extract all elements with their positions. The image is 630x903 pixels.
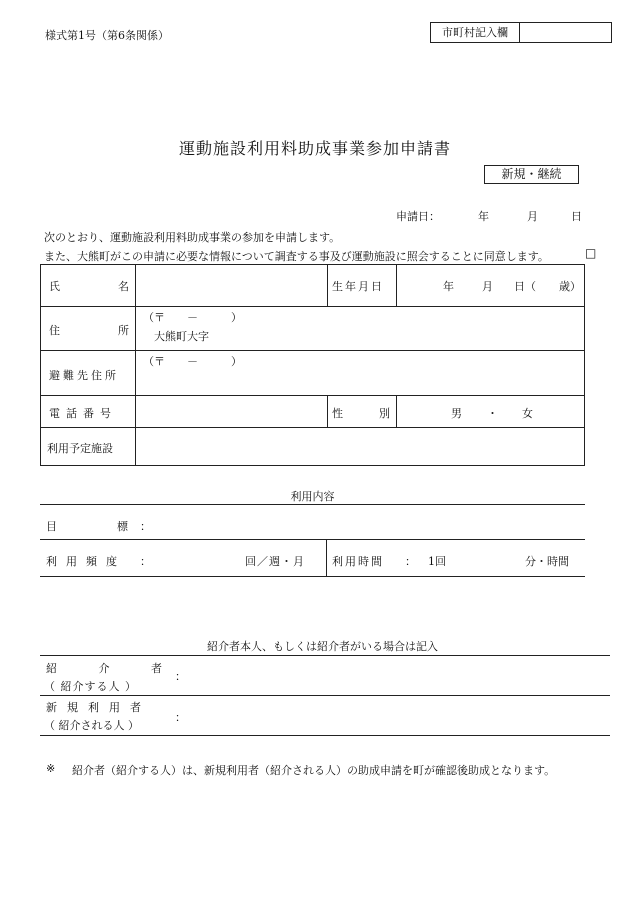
gender-label: 性 別 [332, 407, 390, 420]
gender-separator: ・ [487, 407, 498, 420]
birth-day: 日（ [514, 280, 536, 293]
new-user-label: 新規利用者 [46, 701, 151, 714]
facility-label: 利用予定施設 [47, 442, 113, 455]
usage-time-once: 1回 [428, 555, 446, 568]
birth-age: 歳） [559, 280, 581, 293]
office-use-label: 市町村記入欄 [442, 26, 508, 39]
frequency-label: 利用頻度 [46, 555, 126, 568]
evacuation-address-label: 避難先住所 [49, 369, 119, 382]
referrer-sublabel: （ 紹介する人 ） [44, 680, 137, 693]
footnote-mark: ※ [46, 762, 56, 775]
address-town[interactable]: 大熊町大字 [154, 330, 209, 343]
application-date-month: 月 [527, 210, 538, 223]
facility-field[interactable] [137, 429, 582, 463]
referrer-colon: ： [175, 670, 186, 683]
address-label: 住 所 [49, 324, 129, 337]
birth-month: 月 [482, 280, 493, 293]
footnote-text: 紹介者（紹介する人）は、新規利用者（紹介される人）の助成申請を町が確認後助成となります。 [72, 764, 556, 777]
usage-time-colon: ： [405, 555, 416, 568]
address-postal[interactable]: （〒 － ） [143, 311, 242, 324]
frequency-unit: 回／週・月 [245, 555, 305, 568]
office-use-box [430, 22, 612, 43]
gender-male[interactable]: 男 [451, 407, 462, 420]
application-date-year: 年 [478, 210, 489, 223]
phone-field[interactable] [137, 397, 325, 425]
goal-colon: ： [140, 520, 151, 533]
frequency-colon: ： [140, 555, 151, 568]
referrer-field[interactable] [190, 660, 605, 692]
usage-time-unit: 分・時間 [525, 555, 569, 568]
name-label: 氏 名 [49, 280, 129, 293]
name-field[interactable] [137, 267, 325, 304]
usage-section-title: 利用内容 [290, 490, 335, 503]
gender-female[interactable]: 女 [522, 407, 533, 420]
applicant-table [40, 264, 585, 466]
office-use-field[interactable] [520, 23, 611, 42]
birth-date-label: 生年月日 [332, 280, 384, 293]
application-date-label: 申請日： [396, 210, 440, 223]
application-date-day: 日 [571, 210, 582, 223]
phone-label: 電話番号 [49, 407, 117, 420]
referral-section-title: 紹介者本人、もしくは紹介者がいる場合は記入 [207, 640, 438, 653]
goal-label: 目 標 [46, 520, 128, 533]
evacuation-postal[interactable]: （〒 － ） [143, 355, 242, 368]
referrer-label: 紹 介 者 [46, 662, 162, 675]
new-user-sublabel: （ 紹介される人 ） [44, 719, 139, 732]
new-user-field[interactable] [190, 699, 605, 731]
new-user-colon: ： [175, 711, 186, 724]
intro-line-2: また、大熊町がこの申請に必要な情報について調査する事及び運動施設に照会することに同意します。 [44, 250, 549, 263]
usage-time-label: 利用時間 [332, 555, 384, 568]
page-title: 運動施設利用料助成事業参加申請書 [178, 139, 451, 158]
form-number: 様式第1号（第6条関係） [45, 29, 169, 42]
consent-checkbox[interactable]: □ [585, 246, 597, 260]
status-badge[interactable]: 新規・継続 [484, 165, 579, 184]
goal-field[interactable] [155, 512, 580, 534]
intro-line-1: 次のとおり、運動施設利用料助成事業の参加を申請します。 [44, 231, 341, 244]
birth-year: 年 [443, 280, 454, 293]
